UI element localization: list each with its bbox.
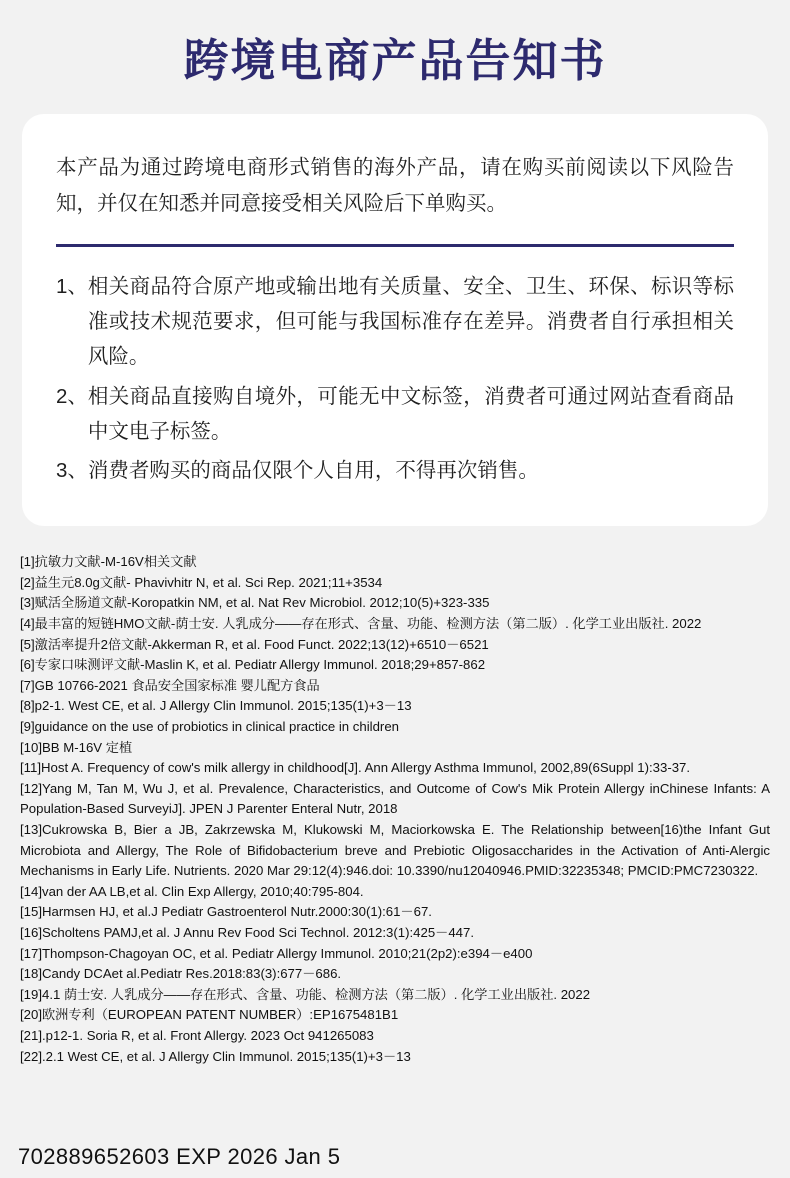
reference-item: [4]最丰富的短链HMO文献-荫士安. 人乳成分——存在形式、含量、功能、检测方法（第二版）. 化学工业出版社. 2022: [20, 616, 702, 632]
reference-item: [12]Yang M, Tan M, Wu J, et al. Prevalence, Characteristics, and Outcome of Cow's Mik Protein Allergy inChinese Infants: A Population-Based SurveyiJ]. JPEN J Parenter Enteral Nutr, 2018: [20, 780, 770, 817]
reference-item: [18]Candy DCAet al.Pediatr Res.2018:83(3):677－686.: [20, 966, 342, 982]
reference-item: [15]Harmsen HJ, et al.J Pediatr Gastroenterol Nutr.2000:30(1):61－67.: [20, 904, 432, 920]
document-page: [0, 34, 790, 1178]
reference-item: [21].p12-1. Soria R, et al. Front Allergy. 2023 Oct 941265083: [20, 1027, 374, 1043]
list-item: [56, 269, 734, 375]
list-item: [56, 379, 734, 450]
reference-item: [10]BB M-16V 定植: [20, 739, 133, 755]
list-item-text: 相关商品符合原产地或输出地有关质量、安全、卫生、环保、标识等标准或技术规范要求，但可能与我国标准存在差异。消费者自行承担相关风险。: [87, 274, 734, 369]
reference-item: [6]专家口味测评文献-Maslin K, et al. Pediatr Allergy Immunol. 2018;29+857-862: [20, 657, 486, 673]
reference-item: [8]p2-1. West CE, et al. J Allergy Clin Immunol. 2015;135(1)+3－13: [20, 698, 412, 714]
list-item-text: 消费者购买的商品仅限个人自用，不得再次销售。: [87, 459, 539, 482]
risk-list: [56, 269, 734, 489]
reference-item: [20]欧洲专利（EUROPEAN PATENT NUMBER）:EP1675481B1: [20, 1007, 399, 1023]
reference-item: [22].2.1 West CE, et al. J Allergy Clin Immunol. 2015;135(1)+3－13: [20, 1048, 411, 1064]
reference-item: [14]van der AA LB,et al. Clin Exp Allergy, 2010;40:795-804.: [20, 883, 364, 899]
page-title: 跨境电商产品告知书: [183, 35, 607, 86]
reference-item: [17]Thompson-Chagoyan OC, et al. Pediatr Allergy Immunol. 2010;21(2p2):e394－e400: [20, 945, 533, 961]
reference-item: [2]益生元8.0g文献- Phavivhitr N, et al. Sci Rep. 2021;11+3534: [20, 574, 383, 590]
reference-list: [20, 552, 770, 1067]
notice-intro: 本产品为通过跨境电商形式销售的海外产品，请在购买前阅读以下风险告知，并仅在知悉并同意接受相关风险后下单购买。: [56, 156, 734, 215]
reference-item: [19]4.1 荫士安. 人乳成分——存在形式、含量、功能、检测方法（第二版）. 化学工业出版社. 2022: [20, 986, 591, 1002]
list-item-number: 1、: [56, 274, 88, 298]
list-item-text: 相关商品直接购自境外，可能无中文标签，消费者可通过网站查看商品中文电子标签。: [87, 384, 734, 443]
list-item: [56, 453, 734, 488]
reference-item: [5]激活率提升2倍文献-Akkerman R, et al. Food Funct. 2022;13(12)+6510－6521: [20, 636, 489, 652]
reference-item: [11]Host A. Frequency of cow's milk allergy in childhood[J]. Ann Allergy Asthma Immunol, 2002,89(6Suppl 1):33-37.: [20, 760, 691, 776]
reference-item: [9]guidance on the use of probiotics in clinical practice in children: [20, 719, 399, 734]
list-item-number: 3、: [56, 459, 88, 482]
reference-item: [7]GB 10766-2021 食品安全国家标准 婴儿配方食品: [20, 677, 320, 693]
reference-item: [13]Cukrowska B, Bier a JB, Zakrzewska M, Klukowski M, Maciorkowska E. The Relationship between[16)the Infant Gut Microbiota and Allergy, The Role of Bifidobacterium breve and Prebiotic Oligosaccharides in the Activation of Anti-Alergic Mechanisms in Early Life. Nutrients. 2020 Mar 29:12(4):946.doi: 10.3390/nu12040946.PMID:32235348; PMCID:PMC7230322.: [20, 821, 770, 879]
list-item-number: 2、: [56, 384, 88, 408]
reference-item: [16]Scholtens PAMJ,et al. J Annu Rev Food Sci Technol. 2012:3(1):425－447.: [20, 924, 475, 940]
divider: [56, 244, 734, 247]
notice-card: [22, 114, 768, 526]
reference-item: [3]赋活全肠道文献-Koropatkin NM, et al. Nat Rev Microbiol. 2012;10(5)+323-335: [20, 595, 490, 611]
reference-item: [1]抗敏力文献-M-16V相关文献: [20, 554, 197, 570]
footer-code: 702889652603 EXP 2026 Jan 5: [18, 1144, 341, 1169]
